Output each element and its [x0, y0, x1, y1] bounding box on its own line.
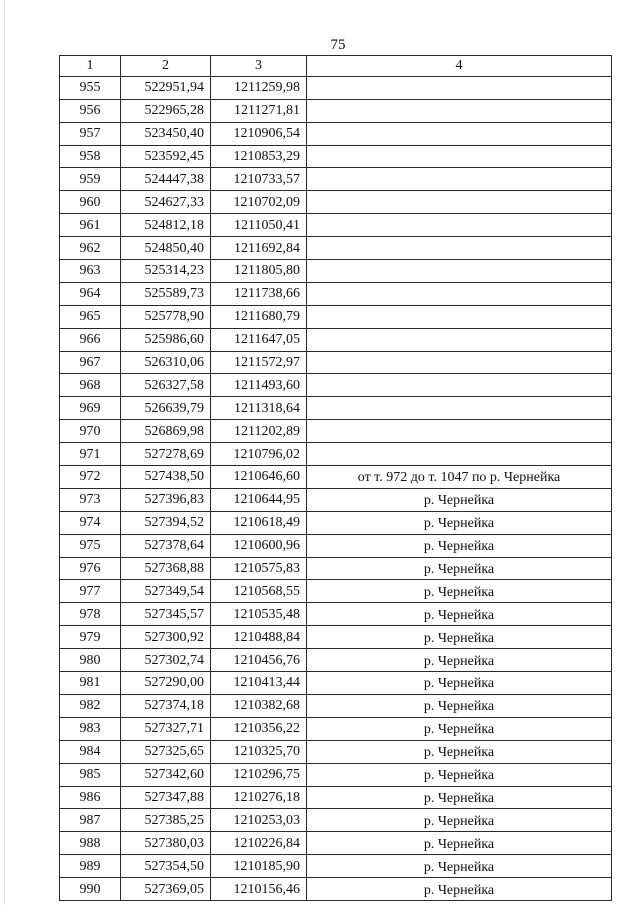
y-coordinate-cell: 1210156,46 — [211, 878, 307, 901]
table-row — [60, 237, 612, 260]
point-number-cell: 964 — [60, 282, 121, 305]
description-cell: р. Чернейка — [307, 580, 612, 603]
table-row — [60, 191, 612, 214]
coordinates-table — [59, 55, 612, 901]
y-coordinate-cell: 1211202,89 — [211, 420, 307, 443]
description-cell — [307, 305, 612, 328]
point-number-cell: 990 — [60, 878, 121, 901]
y-coordinate-cell: 1210702,09 — [211, 191, 307, 214]
description-cell — [307, 237, 612, 260]
point-number-cell: 970 — [60, 420, 121, 443]
table-row — [60, 878, 612, 901]
description-cell: р. Чернейка — [307, 717, 612, 740]
header-col-4: 4 — [307, 56, 612, 77]
point-number-cell: 974 — [60, 511, 121, 534]
point-number-cell: 988 — [60, 832, 121, 855]
scan-edge-mark — [4, 0, 5, 905]
table-row — [60, 443, 612, 466]
y-coordinate-cell: 1211805,80 — [211, 260, 307, 283]
table-row — [60, 649, 612, 672]
y-coordinate-cell: 1210575,83 — [211, 557, 307, 580]
point-number-cell: 966 — [60, 328, 121, 351]
description-cell — [307, 260, 612, 283]
description-cell — [307, 191, 612, 214]
point-number-cell: 983 — [60, 717, 121, 740]
point-number-cell: 972 — [60, 466, 121, 489]
y-coordinate-cell: 1210276,18 — [211, 786, 307, 809]
table-row — [60, 809, 612, 832]
table-row — [60, 420, 612, 443]
y-coordinate-cell: 1210253,03 — [211, 809, 307, 832]
table-row — [60, 557, 612, 580]
point-number-cell: 989 — [60, 855, 121, 878]
y-coordinate-cell: 1211271,81 — [211, 99, 307, 122]
x-coordinate-cell: 527354,50 — [121, 855, 211, 878]
point-number-cell: 955 — [60, 76, 121, 99]
description-cell — [307, 214, 612, 237]
point-number-cell: 958 — [60, 145, 121, 168]
table-row — [60, 672, 612, 695]
y-coordinate-cell: 1211738,66 — [211, 282, 307, 305]
x-coordinate-cell: 524627,33 — [121, 191, 211, 214]
x-coordinate-cell: 523450,40 — [121, 122, 211, 145]
point-number-cell: 985 — [60, 763, 121, 786]
header-col-2: 2 — [121, 56, 211, 77]
y-coordinate-cell: 1210618,49 — [211, 511, 307, 534]
description-cell: р. Чернейка — [307, 763, 612, 786]
x-coordinate-cell: 527369,05 — [121, 878, 211, 901]
x-coordinate-cell: 527378,64 — [121, 534, 211, 557]
y-coordinate-cell: 1210600,96 — [211, 534, 307, 557]
y-coordinate-cell: 1210644,95 — [211, 488, 307, 511]
table-row — [60, 99, 612, 122]
point-number-cell: 961 — [60, 214, 121, 237]
y-coordinate-cell: 1211259,98 — [211, 76, 307, 99]
y-coordinate-cell: 1210356,22 — [211, 717, 307, 740]
table-row — [60, 534, 612, 557]
y-coordinate-cell: 1210853,29 — [211, 145, 307, 168]
table-row — [60, 740, 612, 763]
table-row — [60, 76, 612, 99]
y-coordinate-cell: 1210413,44 — [211, 672, 307, 695]
y-coordinate-cell: 1210296,75 — [211, 763, 307, 786]
x-coordinate-cell: 527345,57 — [121, 603, 211, 626]
x-coordinate-cell: 527374,18 — [121, 694, 211, 717]
x-coordinate-cell: 523592,45 — [121, 145, 211, 168]
point-number-cell: 986 — [60, 786, 121, 809]
header-col-1: 1 — [60, 56, 121, 77]
y-coordinate-cell: 1210568,55 — [211, 580, 307, 603]
y-coordinate-cell: 1211680,79 — [211, 305, 307, 328]
point-number-cell: 979 — [60, 626, 121, 649]
y-coordinate-cell: 1210325,70 — [211, 740, 307, 763]
description-cell: р. Чернейка — [307, 878, 612, 901]
point-number-cell: 978 — [60, 603, 121, 626]
table-row — [60, 145, 612, 168]
x-coordinate-cell: 527385,25 — [121, 809, 211, 832]
description-cell — [307, 122, 612, 145]
y-coordinate-cell: 1211692,84 — [211, 237, 307, 260]
table-row — [60, 832, 612, 855]
point-number-cell: 984 — [60, 740, 121, 763]
table-row — [60, 260, 612, 283]
x-coordinate-cell: 527380,03 — [121, 832, 211, 855]
description-cell: р. Чернейка — [307, 672, 612, 695]
x-coordinate-cell: 526639,79 — [121, 397, 211, 420]
point-number-cell: 965 — [60, 305, 121, 328]
x-coordinate-cell: 526869,98 — [121, 420, 211, 443]
x-coordinate-cell: 527347,88 — [121, 786, 211, 809]
table-row — [60, 397, 612, 420]
table-row — [60, 374, 612, 397]
point-number-cell: 968 — [60, 374, 121, 397]
x-coordinate-cell: 527290,00 — [121, 672, 211, 695]
table-row — [60, 694, 612, 717]
page-number: 75 — [330, 37, 346, 53]
description-cell: р. Чернейка — [307, 649, 612, 672]
table-row — [60, 626, 612, 649]
table-row — [60, 351, 612, 374]
description-cell: от т. 972 до т. 1047 по р. Чернейка — [307, 466, 612, 489]
description-cell — [307, 328, 612, 351]
point-number-cell: 962 — [60, 237, 121, 260]
y-coordinate-cell: 1210646,60 — [211, 466, 307, 489]
x-coordinate-cell: 526310,06 — [121, 351, 211, 374]
x-coordinate-cell: 527396,83 — [121, 488, 211, 511]
y-coordinate-cell: 1210796,02 — [211, 443, 307, 466]
x-coordinate-cell: 525589,73 — [121, 282, 211, 305]
table-body — [60, 76, 612, 900]
table-row — [60, 328, 612, 351]
description-cell — [307, 99, 612, 122]
y-coordinate-cell: 1210733,57 — [211, 168, 307, 191]
description-cell — [307, 443, 612, 466]
table-row — [60, 305, 612, 328]
description-cell: р. Чернейка — [307, 832, 612, 855]
y-coordinate-cell: 1210226,84 — [211, 832, 307, 855]
y-coordinate-cell: 1210456,76 — [211, 649, 307, 672]
table-row — [60, 488, 612, 511]
x-coordinate-cell: 522965,28 — [121, 99, 211, 122]
x-coordinate-cell: 524850,40 — [121, 237, 211, 260]
table-row — [60, 855, 612, 878]
x-coordinate-cell: 522951,94 — [121, 76, 211, 99]
point-number-cell: 975 — [60, 534, 121, 557]
x-coordinate-cell: 527278,69 — [121, 443, 211, 466]
point-number-cell: 982 — [60, 694, 121, 717]
x-coordinate-cell: 527438,50 — [121, 466, 211, 489]
description-cell — [307, 374, 612, 397]
table-row — [60, 282, 612, 305]
y-coordinate-cell: 1211572,97 — [211, 351, 307, 374]
y-coordinate-cell: 1210382,68 — [211, 694, 307, 717]
y-coordinate-cell: 1210185,90 — [211, 855, 307, 878]
x-coordinate-cell: 524447,38 — [121, 168, 211, 191]
point-number-cell: 959 — [60, 168, 121, 191]
point-number-cell: 976 — [60, 557, 121, 580]
description-cell: р. Чернейка — [307, 740, 612, 763]
description-cell — [307, 168, 612, 191]
x-coordinate-cell: 525986,60 — [121, 328, 211, 351]
point-number-cell: 987 — [60, 809, 121, 832]
point-number-cell: 971 — [60, 443, 121, 466]
description-cell — [307, 351, 612, 374]
x-coordinate-cell: 527325,65 — [121, 740, 211, 763]
x-coordinate-cell: 527302,74 — [121, 649, 211, 672]
point-number-cell: 973 — [60, 488, 121, 511]
description-cell — [307, 397, 612, 420]
table-row — [60, 763, 612, 786]
table-row — [60, 511, 612, 534]
table-row — [60, 168, 612, 191]
description-cell — [307, 76, 612, 99]
description-cell — [307, 145, 612, 168]
description-cell: р. Чернейка — [307, 694, 612, 717]
point-number-cell: 963 — [60, 260, 121, 283]
description-cell: р. Чернейка — [307, 626, 612, 649]
table-row — [60, 122, 612, 145]
description-cell: р. Чернейка — [307, 855, 612, 878]
x-coordinate-cell: 526327,58 — [121, 374, 211, 397]
point-number-cell: 957 — [60, 122, 121, 145]
table-row — [60, 214, 612, 237]
x-coordinate-cell: 527394,52 — [121, 511, 211, 534]
table-row — [60, 466, 612, 489]
y-coordinate-cell: 1211493,60 — [211, 374, 307, 397]
point-number-cell: 980 — [60, 649, 121, 672]
y-coordinate-cell: 1211318,64 — [211, 397, 307, 420]
description-cell: р. Чернейка — [307, 603, 612, 626]
y-coordinate-cell: 1210535,48 — [211, 603, 307, 626]
y-coordinate-cell: 1210488,84 — [211, 626, 307, 649]
x-coordinate-cell: 527368,88 — [121, 557, 211, 580]
description-cell: р. Чернейка — [307, 511, 612, 534]
point-number-cell: 969 — [60, 397, 121, 420]
x-coordinate-cell: 527342,60 — [121, 763, 211, 786]
header-col-3: 3 — [211, 56, 307, 77]
point-number-cell: 977 — [60, 580, 121, 603]
y-coordinate-cell: 1210906,54 — [211, 122, 307, 145]
y-coordinate-cell: 1211647,05 — [211, 328, 307, 351]
description-cell — [307, 282, 612, 305]
description-cell: р. Чернейка — [307, 534, 612, 557]
point-number-cell: 967 — [60, 351, 121, 374]
table-row — [60, 786, 612, 809]
point-number-cell: 960 — [60, 191, 121, 214]
x-coordinate-cell: 525314,23 — [121, 260, 211, 283]
description-cell: р. Чернейка — [307, 488, 612, 511]
x-coordinate-cell: 524812,18 — [121, 214, 211, 237]
point-number-cell: 981 — [60, 672, 121, 695]
description-cell: р. Чернейка — [307, 557, 612, 580]
table-header-row — [60, 56, 612, 77]
point-number-cell: 956 — [60, 99, 121, 122]
x-coordinate-cell: 527349,54 — [121, 580, 211, 603]
x-coordinate-cell: 527327,71 — [121, 717, 211, 740]
table-row — [60, 603, 612, 626]
y-coordinate-cell: 1211050,41 — [211, 214, 307, 237]
x-coordinate-cell: 527300,92 — [121, 626, 211, 649]
description-cell — [307, 420, 612, 443]
description-cell: р. Чернейка — [307, 809, 612, 832]
table-row — [60, 717, 612, 740]
x-coordinate-cell: 525778,90 — [121, 305, 211, 328]
table-row — [60, 580, 612, 603]
description-cell: р. Чернейка — [307, 786, 612, 809]
